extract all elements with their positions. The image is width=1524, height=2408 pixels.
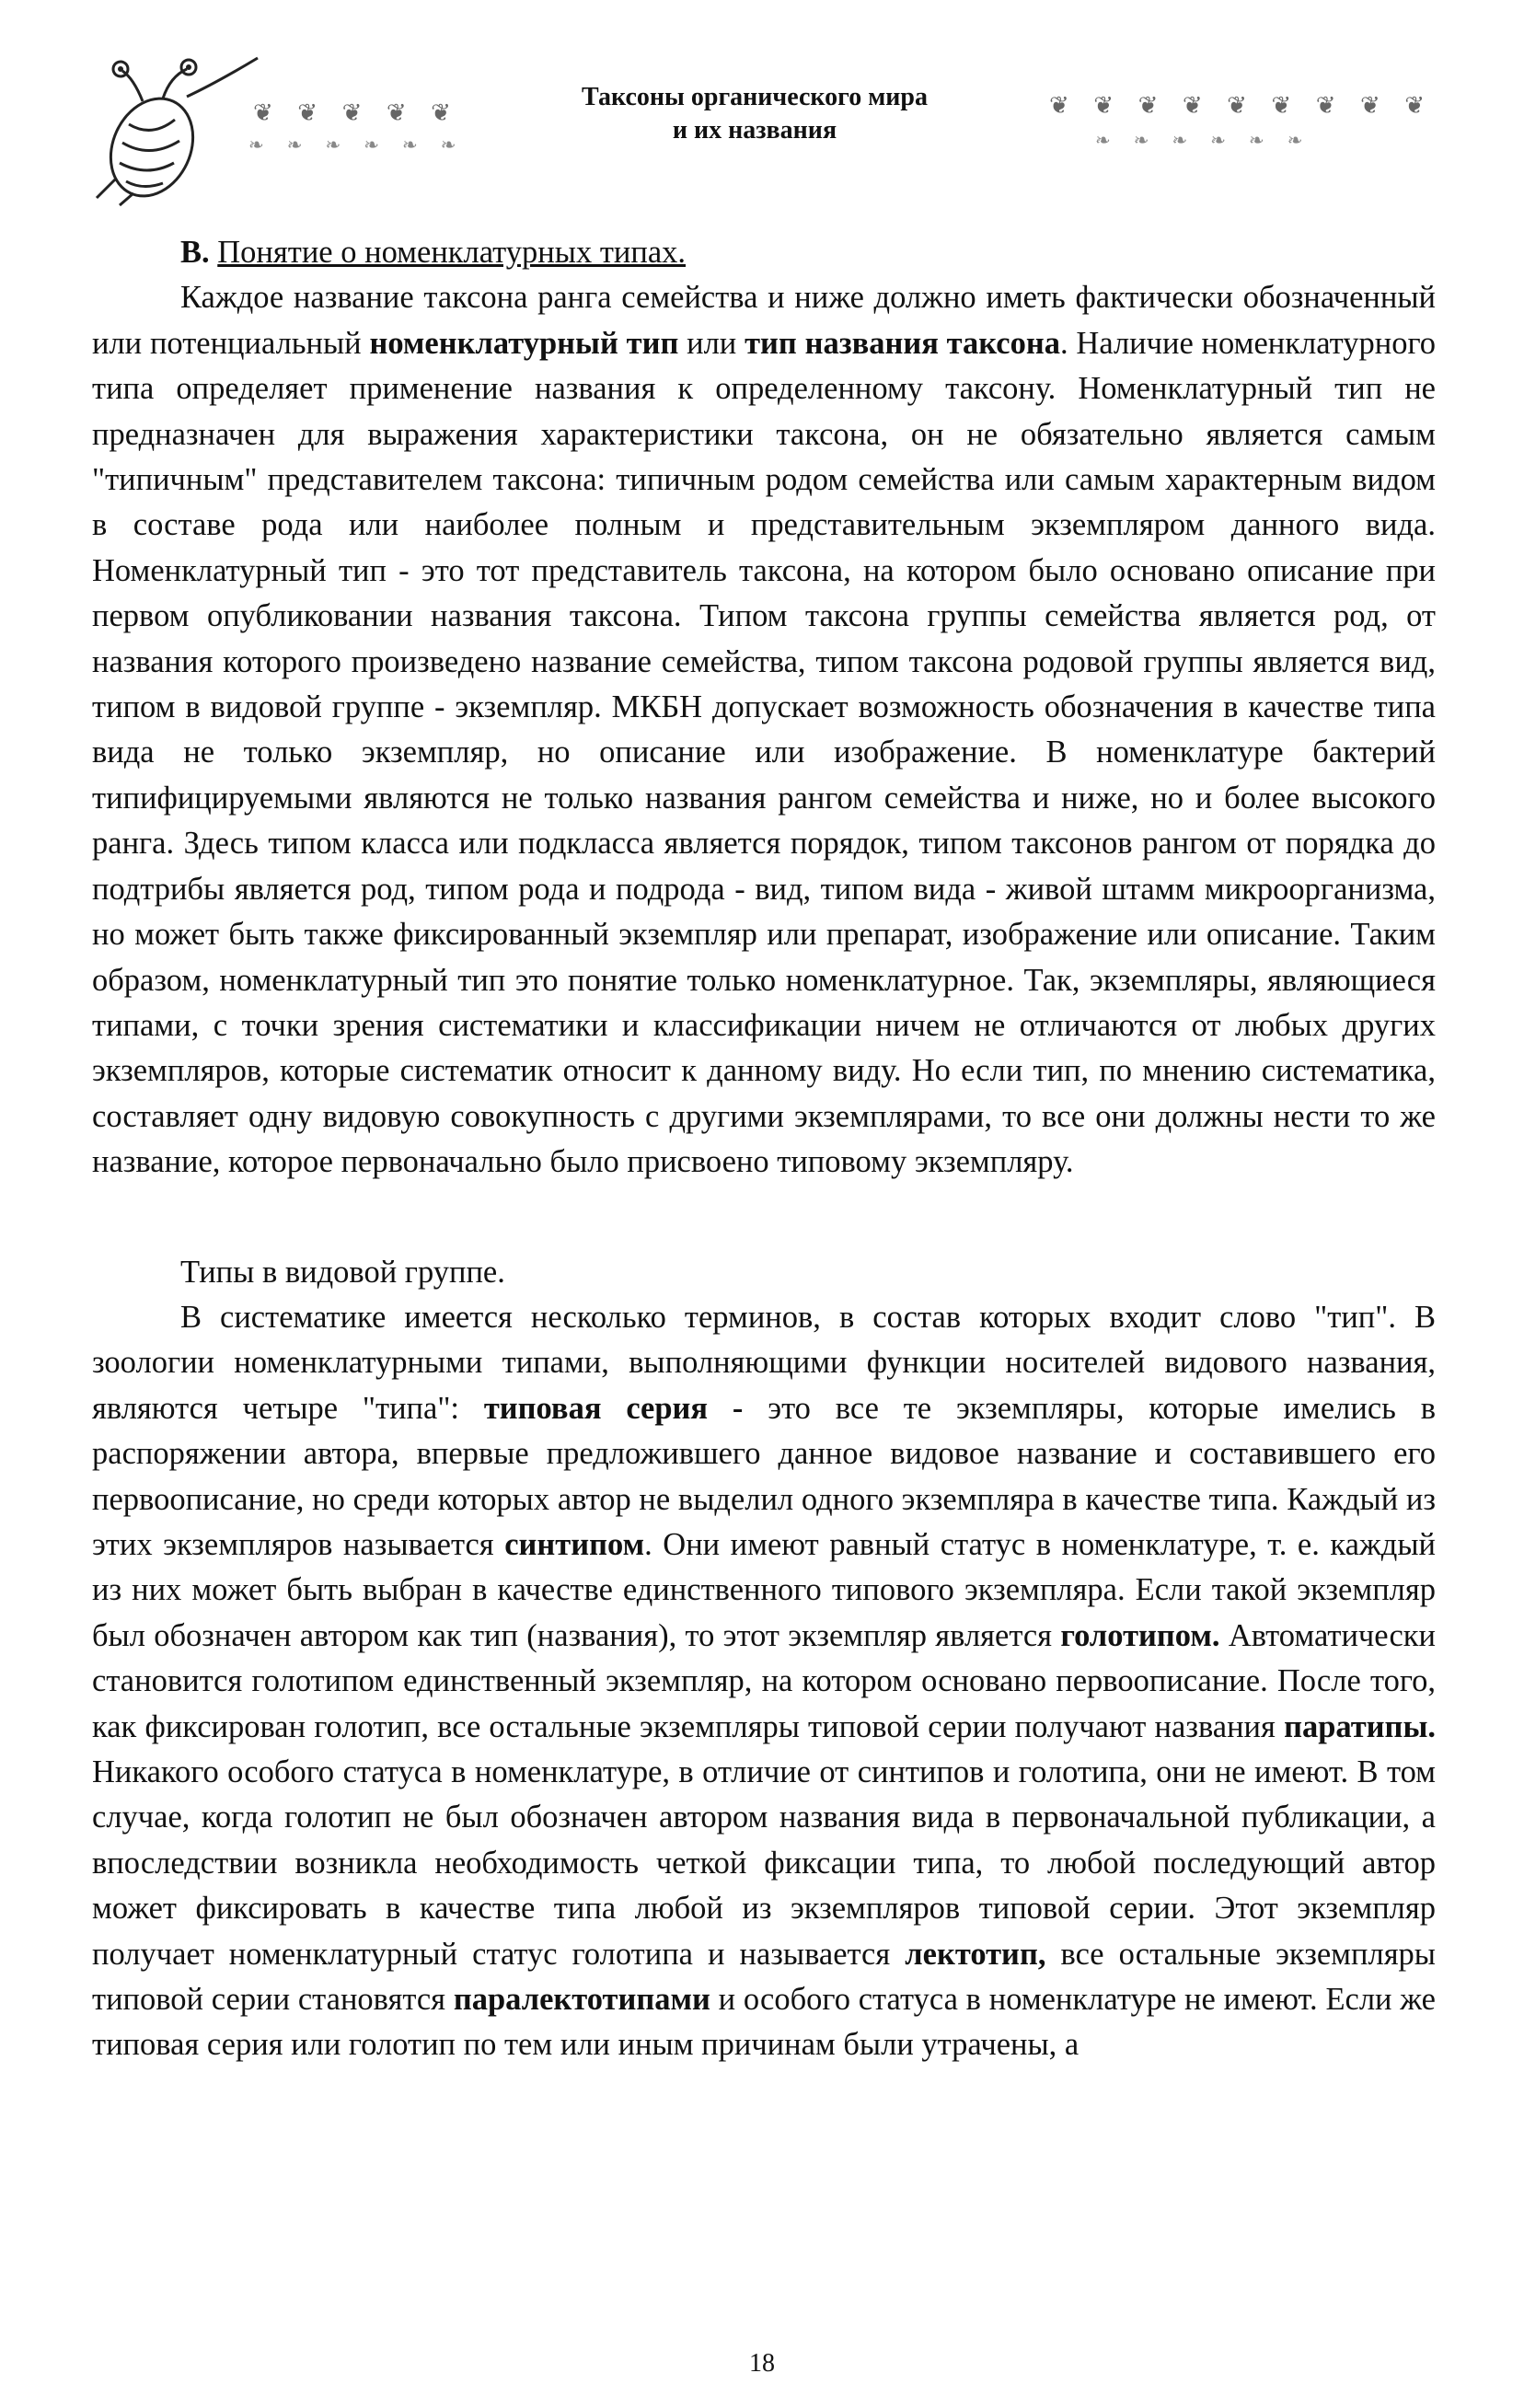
section-types-paragraph	[92, 1295, 1436, 2068]
term-holotype: голотипом.	[1060, 1617, 1220, 1653]
section-types-heading: Типы в видовой группе.	[180, 1254, 505, 1290]
text-run: это все те экземпляры, которые имелись в распоряжении автора, впервые предложившего данное видовое название и составившего его первоописание, но среди которых автор не выделил одного экземпляра в качестве типа. Каждый из этих экземпляров называется	[92, 1390, 1436, 1562]
text-run: или	[678, 325, 745, 361]
spacer	[92, 1186, 1436, 1250]
text-run: Никакого особого статуса в номенклатуре, в отличие от синтипов и голотипа, они не имеют. В том случае, когда голотип не был обозначен автором названия вида в первоначальной публикации, а впоследствии возникла необходимость четкой фиксации типа, то любой последующий автор может фиксировать в качестве типа любой из экземпляров типовой серии. Этот экземпляр получает номенклатурный статус голотипа и называется	[92, 1754, 1436, 1972]
header-title-line2: и их названия	[672, 116, 837, 145]
text-run: Автоматически становится голотипом единственный экземпляр, на котором основано первоописание. После того, как фиксирован голотип, все остальные экземпляры типовой серии получают названия	[92, 1617, 1436, 1744]
header-title-line1: Таксоны органического мира	[582, 83, 928, 111]
term-type-series: типовая серия -	[483, 1390, 744, 1426]
text-run: и особого статуса в номенклатуре не имеют. Если же типовая серия или голотип по тем или иным причинам были утрачены, а	[92, 1982, 1436, 2063]
term-lectotype: лектотип,	[905, 1936, 1046, 1972]
text-run: В систематике имеется несколько терминов, в состав которых входит слово "тип". В зоологии номенклатурными типами, выполняющими функции носителей видового названия, являются четыре "типа":	[92, 1299, 1436, 1426]
page-body	[92, 230, 1436, 2068]
section-b-heading	[92, 230, 1436, 275]
small-bird-ornament-icon: ❦ ❦ ❦ ❦ ❦ ❦ ❦ ❦ ❦	[1049, 92, 1435, 119]
small-bird-ornament-icon: ❦ ❦ ❦ ❦ ❦	[253, 99, 460, 126]
header-title	[515, 81, 994, 147]
section-b-label: В.	[180, 235, 210, 270]
text-run: . Они имеют равный статус в номенклатуре, т. е. каждый из них может быть выбран в качестве единственного типового экземпляра. Если такой экземпляр был обозначен автором как тип (названия), то этот экземпляр является	[92, 1526, 1436, 1653]
page-header	[0, 28, 1524, 212]
term-taxon-name-type: тип названия таксона	[745, 325, 1060, 361]
term-paralectotypes: паралектотипами	[453, 1982, 710, 2018]
section-b-title: Понятие о номенклатурных типах.	[217, 235, 687, 270]
text-run: . Наличие номенклатурного типа определяет применение названия к определенному таксону. Номенклатурный тип не предназначен для выражения характеристики таксона, он не обязательно является самым "типичным" представителем таксона: типичным родом семейства или самым характерным видом в составе рода или наиболее полным и представительным экземпляром данного вида. Номенклатурный тип - это тот представитель таксона, на котором было основано описание при первом опубликовании названия таксона. Типом таксона группы семейства является род, от названия которого произведено название семейства, типом таксона родовой группы является вид, типом в видовой группе - экземпляр. МКБН допускает возможность обозначения в качестве типа вида не только экземпляр, но описание или изображение. В номенклатуре бактерий типифицируемыми являются не только названия рангом семейства и ниже, но и более высокого ранга. Здесь типом класса или подкласса является порядок, типом таксонов рангом от порядка до подтрибы является род, типом рода и подрода - вид, типом вида - живой штамм микроорганизма, но может быть также фиксированный экземпляр или препарат, изображение или описание. Таким образом, номенклатурный тип это понятие только номенклатурное. Так, экземпляры, являющиеся типами, с точки зрения систематики и классификации ничем не отличаются от любых других экземпляров, которые систематик относит к данному виду. Но если тип, по мнению систематика, составляет одну видовую совокупность с другими экземплярами, то все они должны нести то же название, которое первоначально было присвоено типовому экземпляру.	[92, 325, 1436, 1180]
small-bird-ornament-icon: ❧ ❧ ❧ ❧ ❧ ❧	[248, 135, 466, 156]
term-nomenclatural-type: номенклатурный тип	[369, 325, 679, 361]
text-run: Каждое название таксона ранга семейства и ниже должно иметь фактически обозначенный или потенциальный	[92, 280, 1436, 361]
section-b-paragraph	[92, 275, 1436, 1185]
term-syntype: синтипом	[504, 1526, 645, 1562]
page-number: 18	[749, 2349, 775, 2378]
text-run: все остальные экземпляры типовой серии становятся	[92, 1936, 1436, 2018]
small-bird-ornament-icon: ❧ ❧ ❧ ❧ ❧ ❧	[1095, 131, 1312, 151]
insect-larva-icon	[78, 51, 262, 207]
term-paratypes: паратипы.	[1284, 1708, 1436, 1744]
